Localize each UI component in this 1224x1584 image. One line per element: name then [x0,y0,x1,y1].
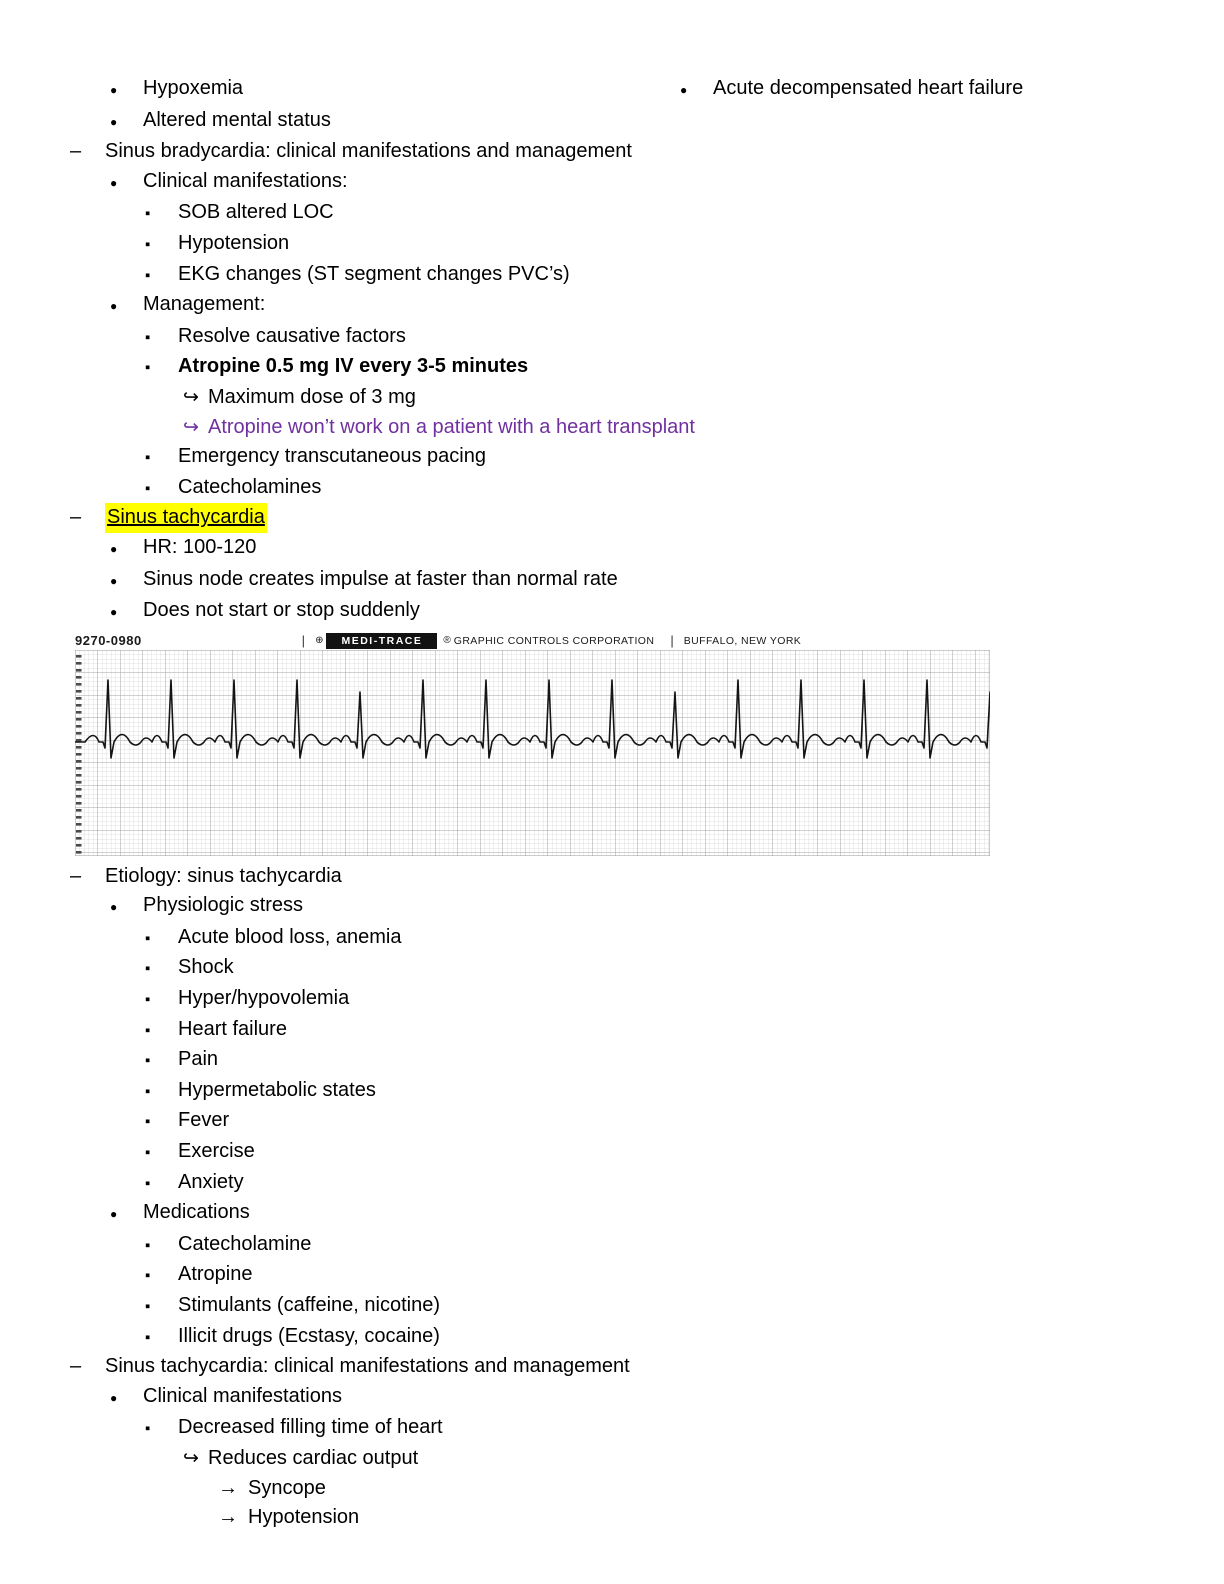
bullet-dot-icon: ● [110,114,118,129]
bullet-square-icon: ▪ [145,1082,151,1100]
bullet-dot-icon: ● [110,573,118,588]
bullet-square-icon: ▪ [145,359,151,377]
bullet-dot-icon: ● [110,83,118,97]
bullet-square-icon: ▪ [145,1298,151,1315]
list-item-text: Resolve causative factors [178,324,406,347]
list-item-text: Pain [178,1048,219,1071]
bullet-square-icon: ▪ [145,205,151,223]
bullet-square-icon: ▪ [145,1236,151,1254]
ekg-company-label: GRAPHIC CONTROLS CORPORATION [453,634,655,647]
bullet-arrow-icon: ↪ [183,416,199,438]
ekg-grid [75,650,990,856]
ekg-catalog-number: 9270-0980 [75,633,142,649]
list-item-text: Atropine won’t work on a patient with a heart transplant [208,415,695,438]
ekg-edge-marks [76,655,82,854]
bullet-dot-icon: ● [110,900,118,915]
bullet-square-icon: ▪ [145,1328,151,1346]
list-item [0,1198,1224,1230]
list-item [0,953,1224,984]
list-item [0,290,1224,322]
list-item-text: Atropine 0.5 mg IV every 3-5 minutes [178,355,529,378]
list-item-text: Clinical manifestations [143,1384,342,1407]
list-item [0,1168,1224,1199]
list-item [0,1230,1224,1261]
bullet-rarrow-icon: → [218,1476,238,1499]
ekg-header [75,632,990,650]
bullet-dash-icon: – [70,864,82,887]
bullet-dash-icon: – [70,140,82,163]
list-item [0,1291,1224,1322]
divider-icon: | [301,633,306,649]
notes-list-upper [0,74,1224,628]
bullet-dot-icon: ● [110,1390,118,1405]
bullet-dot-icon: ● [110,1207,118,1222]
list-item-text: Emergency transcutaneous pacing [178,445,486,468]
bullet-square-icon: ▪ [145,328,151,346]
bullet-square-icon: ▪ [145,266,151,284]
bullet-square-icon: ▪ [145,449,151,467]
list-item-text: Acute blood loss, anemia [178,925,402,948]
list-item-text: Physiologic stress [143,894,304,917]
bullet-square-icon: ▪ [145,1021,151,1039]
bullet-square-icon: ▪ [145,1052,151,1070]
list-item-text: EKG changes (ST segment changes PVC’s) [178,262,570,285]
list-item-text: Sinus bradycardia: clinical manifestations and management [105,140,632,163]
list-item [0,167,1224,199]
bullet-square-icon: ▪ [145,1174,151,1192]
bullet-arrow-icon: ↪ [183,386,199,408]
list-item [0,1322,1224,1353]
list-item [0,229,1224,260]
bullet-dash-icon: – [70,506,82,529]
list-item [0,984,1224,1015]
list-item [0,1444,1224,1474]
list-item-text: Maximum dose of 3 mg [208,385,416,408]
list-item [0,596,1224,628]
bullet-square-icon: ▪ [145,1420,151,1438]
list-item [0,503,1224,533]
list-item [0,106,1224,138]
list-item-text: SOB altered LOC [178,201,334,224]
list-item-text: Catecholamine [178,1232,312,1255]
list-item-text: HR: 100-120 [143,535,257,558]
list-item-text: Catecholamines [178,475,322,498]
list-item-text: Hyper/hypovolemia [178,987,350,1010]
list-item-text: Hypotension [178,231,290,254]
bullet-square-icon: ▪ [145,1113,151,1131]
list-item-text: Hypoxemia [143,77,244,99]
list-item-text: Clinical manifestations: [143,169,348,192]
list-item-text: Shock [178,956,234,979]
list-item-text: Hypotension [248,1506,360,1529]
list-item-text: Decreased filling time of heart [178,1416,443,1439]
list-item-text: Illicit drugs (Ecstasy, cocaine) [178,1324,440,1347]
notes-list-lower [0,862,1224,1533]
list-item [0,1015,1224,1046]
bullet-dot-icon: ● [680,83,688,97]
registered-trademark-icon: ® [443,635,451,647]
list-item [0,1106,1224,1137]
list-item [0,923,1224,954]
list-item-text: Anxiety [178,1170,244,1193]
list-item-text: Stimulants (caffeine, nicotine) [178,1294,440,1316]
list-item [0,1137,1224,1168]
list-item [0,137,1224,167]
list-item-text: Etiology: sinus tachycardia [105,864,342,887]
list-item-text: Fever [178,1109,230,1132]
bullet-square-icon: ▪ [145,991,151,1009]
bullet-square-icon: ▪ [145,929,151,947]
list-item [0,473,1224,504]
list-item-text: Does not start or stop suddenly [143,599,420,622]
list-item-text: Acute decompensated heart failure [713,77,1024,99]
list-item [0,1474,1224,1504]
bullet-square-icon: ▪ [145,235,151,253]
list-item [0,74,1224,106]
bullet-dash-icon: – [70,1355,82,1378]
list-item-text: Sinus tachycardia: clinical manifestations and management [105,1355,630,1378]
ekg-brand-label: MEDI-TRACE [326,633,437,649]
list-item [0,1352,1224,1382]
list-item-text: Atropine [178,1263,253,1286]
list-item [0,413,1224,443]
list-item [0,352,1224,383]
list-item [0,198,1224,229]
list-item [0,1413,1224,1444]
list-item [0,1382,1224,1414]
list-item-text: Reduces cardiac output [208,1446,419,1469]
bullet-square-icon: ▪ [145,960,151,978]
bullet-dot-icon: ● [110,605,118,620]
bullet-rarrow-icon: → [218,1506,238,1529]
list-item-text: Management: [143,293,266,316]
list-item [0,533,1224,565]
list-item [0,442,1224,473]
list-item [0,383,1224,413]
list-item-text: Exercise [178,1140,255,1163]
ekg-strip-image [75,632,990,856]
bullet-square-icon: ▪ [145,1144,151,1162]
list-item [0,891,1224,923]
list-item-text: Sinus tachycardia [105,503,267,533]
list-item [0,1076,1224,1107]
bullet-square-icon: ▪ [145,1267,151,1285]
list-item-text: Sinus node creates impulse at faster than normal rate [143,567,618,590]
bullet-square-icon: ▪ [145,479,151,497]
list-item [0,1503,1224,1533]
list-item-text: Medications [143,1201,250,1224]
bullet-dot-icon: ● [110,541,118,556]
list-item [680,74,1023,106]
bullet-dot-icon: ● [110,175,118,190]
list-item [0,260,1224,291]
list-item-text: Hypermetabolic states [178,1078,376,1101]
ekg-logo-icon: ⊕ [315,635,324,647]
list-item [0,862,1224,892]
list-item [0,1260,1224,1291]
bullet-dot-icon: ● [110,299,118,314]
list-item [0,1045,1224,1076]
list-item-text: Heart failure [178,1017,287,1040]
list-item-text: Syncope [248,1476,326,1499]
list-item [0,322,1224,353]
list-item-text: Altered mental status [143,108,331,131]
list-item [0,565,1224,597]
ekg-city-label: BUFFALO, NEW YORK [683,634,802,647]
divider-icon: | [670,633,674,649]
bullet-arrow-icon: ↪ [183,1447,199,1469]
